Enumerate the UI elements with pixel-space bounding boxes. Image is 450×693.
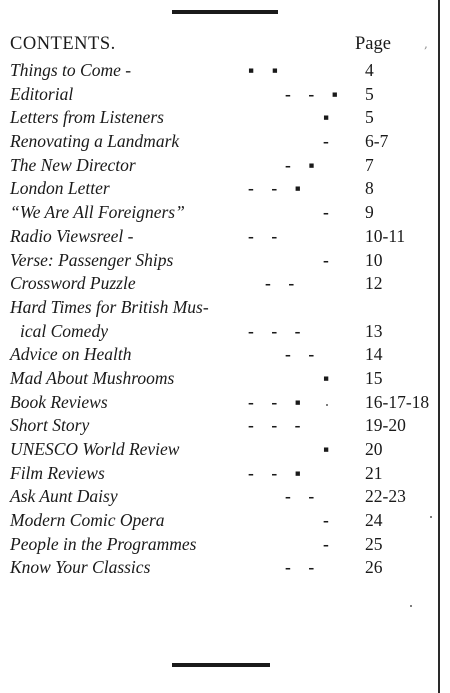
toc-entry <box>10 343 430 367</box>
toc-entry <box>10 533 430 557</box>
toc-entry-title: Verse: Passenger Ships <box>10 249 174 270</box>
toc-entry-leader: ▪ <box>323 107 330 128</box>
toc-entry-leader: - <box>323 249 329 270</box>
toc-entry <box>10 130 430 154</box>
toc-entry-page-number: 8 <box>365 178 374 199</box>
right-column-border <box>438 0 440 693</box>
print-speck <box>326 404 328 406</box>
toc-entry-title-continuation: ical Comedy <box>20 320 108 341</box>
toc-entry-title: Mad About Mushrooms <box>10 367 175 388</box>
toc-entry-title: Book Reviews <box>10 391 108 412</box>
toc-entry-title: Know Your Classics <box>10 557 151 578</box>
print-speck <box>430 516 432 518</box>
table-of-contents <box>10 59 430 580</box>
toc-entry-leader: - - ▪ <box>248 391 301 412</box>
toc-entry-leader: - <box>323 510 329 531</box>
toc-entry-leader: - - <box>285 486 315 507</box>
toc-entry-page-number: 15 <box>365 367 383 388</box>
toc-entry <box>10 485 430 509</box>
top-rule <box>172 10 278 14</box>
toc-entry-page-number: 9 <box>365 202 374 223</box>
toc-entry-page-number: 7 <box>365 154 374 175</box>
toc-entry <box>10 391 430 415</box>
toc-entry-page-number: 10 <box>365 249 383 270</box>
toc-entry-title: Letters from Listeners <box>10 107 164 128</box>
toc-entry <box>10 296 430 343</box>
toc-entry-page-number: 22-23 <box>365 486 406 507</box>
toc-entry-page-number: 19-20 <box>365 415 406 436</box>
toc-entry-page-number: 5 <box>365 107 374 128</box>
toc-entry <box>10 154 430 178</box>
toc-entry-leader: ▪ <box>323 439 330 460</box>
toc-entry-title: Advice on Health <box>10 344 132 365</box>
toc-entry-leader: - - <box>285 344 315 365</box>
toc-entry <box>10 177 430 201</box>
toc-entry-leader: ▪ <box>323 367 330 388</box>
toc-entry-title: Ask Aunt Daisy <box>10 486 118 507</box>
toc-entry-leader: - ▪ <box>285 154 315 175</box>
contents-header <box>10 34 430 58</box>
toc-entry-title: Hard Times for British Mus- <box>10 296 209 317</box>
toc-entry-page-number: 5 <box>365 83 374 104</box>
toc-entry-leader: - - <box>248 225 278 246</box>
toc-entry <box>10 225 430 249</box>
toc-entry-title: Short Story <box>10 415 90 436</box>
toc-entry <box>10 59 430 83</box>
toc-entry-page-number: 25 <box>365 533 383 554</box>
toc-entry <box>10 249 430 273</box>
toc-entry-leader: - - ▪ <box>248 462 301 483</box>
toc-entry-page-number: 6-7 <box>365 131 389 152</box>
contents-title: CONTENTS. <box>10 34 116 54</box>
toc-entry <box>10 83 430 107</box>
toc-entry-leader: - - <box>285 557 315 578</box>
toc-entry-leader: - <box>323 131 329 152</box>
toc-entry-title: The New Director <box>10 154 136 175</box>
page-column-heading: Page <box>355 34 391 54</box>
toc-entry-title: Editorial <box>10 83 74 104</box>
toc-entry-title: Crossword Puzzle <box>10 273 136 294</box>
toc-entry-leader: - <box>323 202 329 223</box>
toc-entry-title: Things to Come - <box>10 60 132 80</box>
toc-entry-page-number: 16-17-18 <box>365 391 430 412</box>
page-heading-mark: , <box>424 37 428 51</box>
toc-entry <box>10 438 430 462</box>
toc-entry-leader: - <box>323 533 329 554</box>
toc-entry-title: People in the Programmes <box>10 533 197 554</box>
toc-entry-title: Radio Viewsreel - <box>10 225 134 246</box>
toc-entry-leader: - - ▪ <box>248 178 301 199</box>
toc-entry-page-number: 26 <box>365 557 383 578</box>
toc-entry-title: Renovating a Landmark <box>10 131 180 152</box>
print-speck <box>410 605 412 607</box>
toc-entry-title: Film Reviews <box>10 462 105 483</box>
toc-entry-title: “We Are All Foreigners” <box>10 202 185 223</box>
toc-entry-page-number: 13 <box>365 320 383 341</box>
toc-entry <box>10 509 430 533</box>
toc-entry-title: UNESCO World Review <box>10 439 180 460</box>
toc-entry <box>10 106 430 130</box>
toc-entry <box>10 556 430 580</box>
toc-entry-leader: - - <box>265 273 295 294</box>
toc-entry <box>10 367 430 391</box>
toc-entry-leader: - - - <box>248 415 301 436</box>
bottom-rule <box>172 663 270 667</box>
toc-entry-page-number: 14 <box>365 344 383 365</box>
toc-entry-page-number: 10-11 <box>365 225 406 246</box>
toc-entry-page-number: 4 <box>365 60 374 80</box>
toc-entry-title: London Letter <box>10 178 110 199</box>
toc-entry-leader: - - ▪ <box>285 83 338 104</box>
toc-entry-page-number: 21 <box>365 462 383 483</box>
toc-entry-page-number: 24 <box>365 510 383 531</box>
toc-entry <box>10 201 430 225</box>
toc-entry-title: Modern Comic Opera <box>10 510 165 531</box>
toc-entry-leader: ▪ ▪ <box>248 60 278 80</box>
toc-entry-leader: - - - <box>248 320 301 341</box>
toc-entry <box>10 414 430 438</box>
toc-entry <box>10 272 430 296</box>
toc-entry <box>10 462 430 486</box>
toc-entry-page-number: 20 <box>365 439 383 460</box>
toc-entry-page-number: 12 <box>365 273 383 294</box>
